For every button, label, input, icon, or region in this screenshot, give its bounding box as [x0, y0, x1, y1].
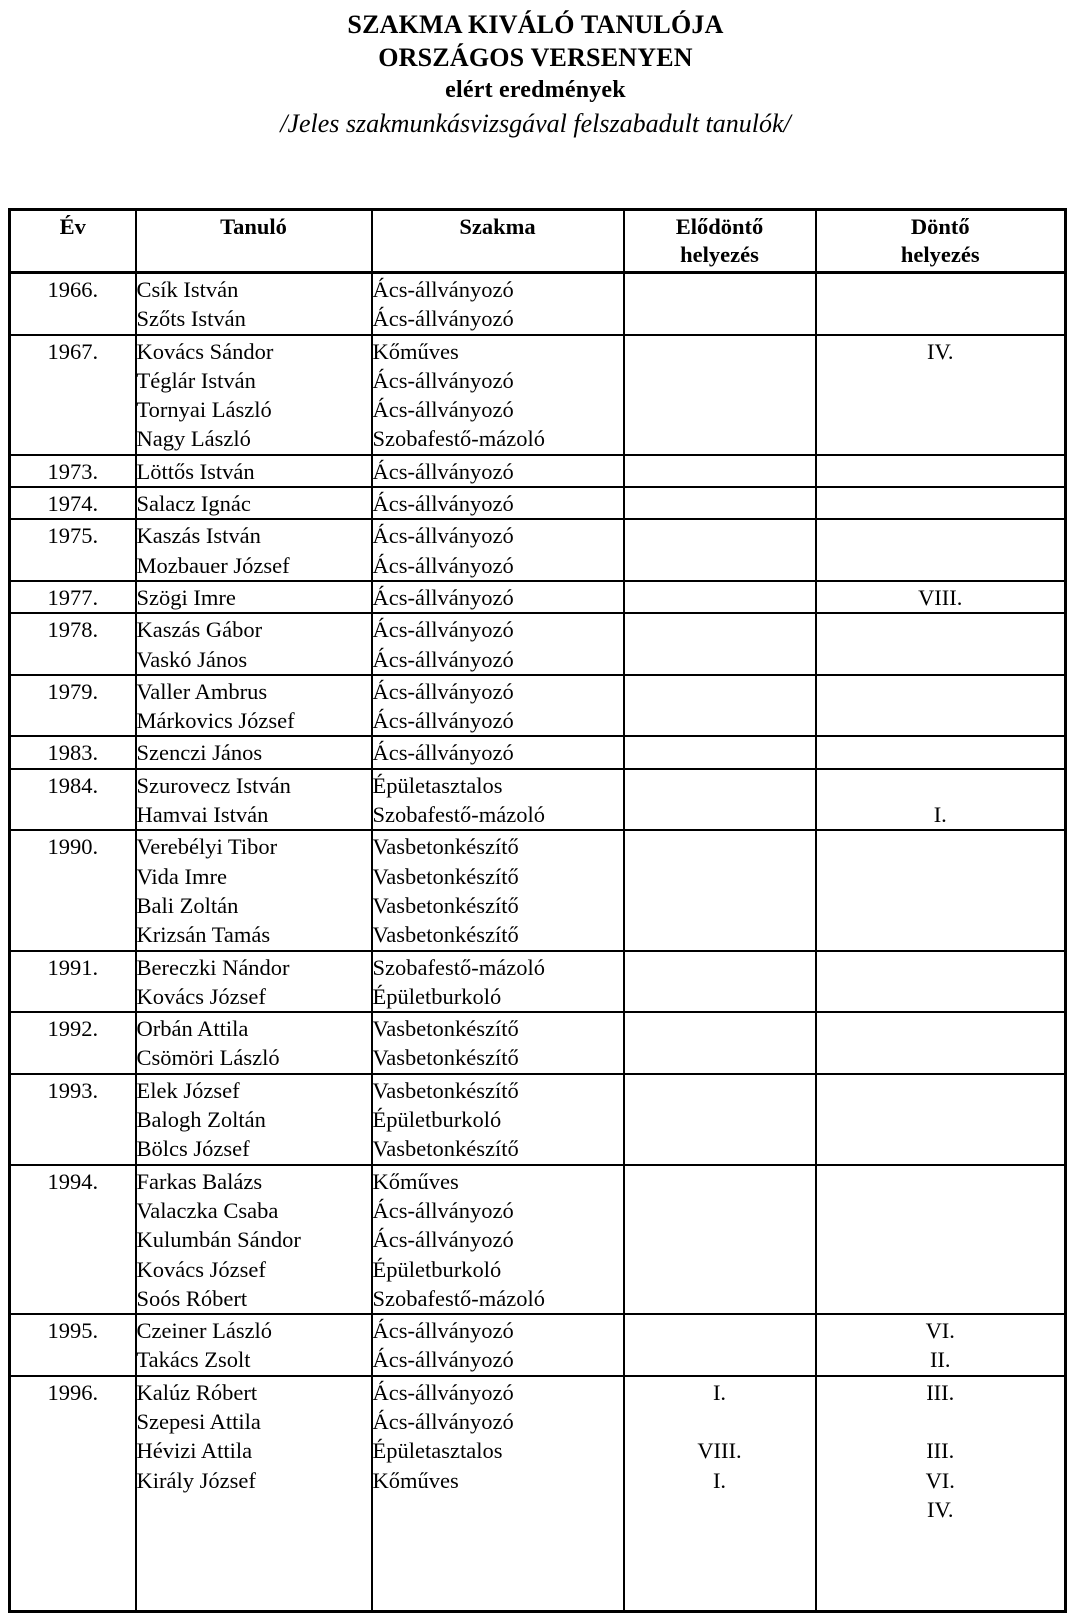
semifinal-cell: [624, 1074, 816, 1165]
final-cell: [816, 1012, 1066, 1074]
table-row: [10, 613, 1066, 675]
trade-name: Ács-állványozó: [372, 740, 514, 766]
year-value: 1979.: [47, 678, 99, 704]
trade-cell: [372, 273, 624, 335]
student-name: Salacz Ignác: [136, 491, 251, 517]
year-cell: [10, 1012, 136, 1074]
final-cell: [816, 613, 1066, 675]
final-cell: [816, 1314, 1066, 1376]
year-value: 1973.: [47, 458, 99, 484]
trade-name: Ács-állványozó: [372, 1347, 514, 1373]
trade-name: Ács-állványozó: [372, 1197, 514, 1223]
student-name: Bölcs József: [136, 1136, 250, 1162]
trade-name: Ács-állványozó: [372, 306, 514, 332]
final-placement: VI.: [925, 1318, 955, 1344]
student-name: Kaszás Gábor: [136, 617, 263, 643]
table-row: [10, 455, 1066, 487]
semifinal-cell: [624, 1314, 816, 1376]
semifinal-cell: [624, 736, 816, 768]
final-cell: [816, 519, 1066, 581]
student-name: Szenczi János: [136, 740, 263, 766]
student-cell: [136, 519, 372, 581]
trade-name: Vasbetonkészítő: [372, 1016, 519, 1042]
student-name: Valaczka Csaba: [136, 1197, 279, 1223]
trade-cell: [372, 675, 624, 737]
final-placement: III.: [926, 1379, 955, 1405]
semifinal-cell: [624, 335, 816, 455]
column-header-final: Döntő helyezés: [816, 210, 1066, 273]
year-cell: [10, 675, 136, 737]
student-name: Vaskó János: [136, 646, 248, 672]
student-name: Kulumbán Sándor: [136, 1227, 301, 1253]
student-name: Takács Zsolt: [136, 1347, 251, 1373]
semifinal-cell: [624, 1012, 816, 1074]
trade-name: Kőműves: [372, 1168, 459, 1194]
semifinal-cell: [624, 675, 816, 737]
table-row: [10, 769, 1066, 831]
final-cell: [816, 1376, 1066, 1612]
trade-name: Vasbetonkészítő: [372, 1136, 519, 1162]
final-cell: [816, 1165, 1066, 1314]
year-cell: [10, 951, 136, 1013]
trade-cell: [372, 335, 624, 455]
year-value: 1977.: [47, 584, 99, 610]
trade-name: Ács-állványozó: [372, 491, 514, 517]
trade-cell: [372, 487, 624, 519]
year-value: 1992.: [47, 1016, 99, 1042]
year-value: 1975.: [47, 523, 99, 549]
trade-cell: [372, 1314, 624, 1376]
trade-name: Ács-állványozó: [372, 1227, 514, 1253]
final-placement: IV.: [927, 338, 954, 364]
final-cell: [816, 581, 1066, 613]
student-name: Bereczki Nándor: [136, 954, 290, 980]
student-cell: [136, 951, 372, 1013]
trade-cell: [372, 1074, 624, 1165]
final-cell: [816, 736, 1066, 768]
year-value: 1994.: [47, 1168, 99, 1194]
year-value: 1996.: [47, 1379, 99, 1405]
table-row: [10, 1012, 1066, 1074]
table-row: [10, 1314, 1066, 1376]
trade-name: Kőműves: [372, 1467, 459, 1493]
final-cell: [816, 951, 1066, 1013]
trade-name: Ács-állványozó: [372, 617, 514, 643]
student-name: Kaszás István: [136, 523, 261, 549]
year-cell: [10, 769, 136, 831]
year-value: 1984.: [47, 772, 99, 798]
semifinal-cell: [624, 951, 816, 1013]
semifinal-placement: [625, 1407, 815, 1436]
semifinal-placement: VIII.: [697, 1438, 742, 1464]
final-cell: [816, 487, 1066, 519]
table-row: [10, 1074, 1066, 1165]
trade-name: Szobafestő-mázoló: [372, 954, 545, 980]
trade-name: Vasbetonkészítő: [372, 922, 519, 948]
student-name: Nagy László: [136, 426, 251, 452]
final-placement: IV.: [927, 1496, 954, 1522]
semifinal-cell: [624, 769, 816, 831]
final-placement: VIII.: [918, 584, 963, 610]
student-name: Szőts István: [136, 306, 246, 332]
trade-name: Vasbetonkészítő: [372, 1045, 519, 1071]
final-placement: I.: [933, 802, 947, 828]
student-cell: [136, 1012, 372, 1074]
table-row: [10, 273, 1066, 335]
trade-cell: [372, 519, 624, 581]
year-value: 1993.: [47, 1077, 99, 1103]
student-name: Csík István: [136, 277, 239, 302]
trade-name: Ács-állványozó: [372, 367, 514, 393]
trade-name: Ács-állványozó: [372, 458, 514, 484]
final-cell: [816, 769, 1066, 831]
trade-cell: [372, 613, 624, 675]
final-cell: [816, 830, 1066, 950]
student-name: Czeiner László: [136, 1318, 273, 1344]
table-row: [10, 581, 1066, 613]
student-name: Balogh Zoltán: [136, 1107, 266, 1133]
year-cell: [10, 335, 136, 455]
student-cell: [136, 335, 372, 455]
final-placement: III.: [926, 1438, 955, 1464]
student-name: Krizsán Tamás: [136, 922, 271, 948]
year-cell: [10, 455, 136, 487]
final-placement: II.: [929, 1347, 951, 1373]
trade-cell: [372, 951, 624, 1013]
student-cell: [136, 1165, 372, 1314]
year-value: 1974.: [47, 491, 99, 517]
trade-name: Épületburkoló: [372, 983, 502, 1009]
table-row: [10, 1165, 1066, 1314]
semifinal-cell: [624, 1376, 816, 1612]
trade-name: Ács-állványozó: [372, 1379, 514, 1405]
student-name: Király József: [136, 1467, 256, 1493]
trade-name: Ács-állványozó: [372, 523, 514, 549]
trade-name: Vasbetonkészítő: [372, 863, 519, 889]
student-name: Hamvai István: [136, 802, 269, 828]
semifinal-cell: [624, 830, 816, 950]
student-cell: [136, 487, 372, 519]
document-header: [0, 8, 1071, 140]
student-cell: [136, 675, 372, 737]
trade-name: Szobafestő-mázoló: [372, 802, 545, 828]
trade-name: Szobafestő-mázoló: [372, 1285, 545, 1311]
student-name: Szurovecz István: [136, 772, 291, 798]
final-cell: [816, 1074, 1066, 1165]
student-name: Vida Imre: [136, 863, 227, 889]
semifinal-placement: I.: [712, 1379, 727, 1405]
title-line-2: ORSZÁGOS VERSENYEN: [378, 43, 693, 72]
column-header-trade: Szakma: [372, 210, 624, 273]
trade-cell: [372, 1376, 624, 1612]
semifinal-cell: [624, 455, 816, 487]
year-cell: [10, 1074, 136, 1165]
trade-cell: [372, 455, 624, 487]
student-name: Tornyai László: [136, 397, 272, 423]
trade-cell: [372, 1012, 624, 1074]
year-value: 1991.: [47, 954, 99, 980]
year-cell: [10, 487, 136, 519]
table-row: [10, 1376, 1066, 1612]
year-value: 1966.: [47, 277, 99, 302]
student-name: Valler Ambrus: [136, 678, 268, 704]
student-name: Farkas Balázs: [136, 1168, 263, 1194]
trade-name: Épületasztalos: [372, 1438, 503, 1464]
title-line-3: elért eredmények: [445, 77, 626, 103]
student-cell: [136, 1376, 372, 1612]
trade-name: Ács-állványozó: [372, 552, 514, 578]
table-row: [10, 675, 1066, 737]
student-cell: [136, 1074, 372, 1165]
column-header-semifinal: Elődöntő helyezés: [624, 210, 816, 273]
student-name: Bali Zoltán: [136, 892, 239, 918]
year-cell: [10, 736, 136, 768]
student-cell: [136, 736, 372, 768]
student-name: Mozbauer József: [136, 552, 290, 578]
student-cell: [136, 830, 372, 950]
semifinal-cell: [624, 581, 816, 613]
column-header-year: Év: [10, 210, 136, 273]
student-name: Kovács Sándor: [136, 338, 274, 364]
student-name: Kovács József: [136, 983, 266, 1009]
year-value: 1967.: [47, 338, 99, 364]
trade-name: Ács-állványozó: [372, 678, 514, 704]
table-row: [10, 830, 1066, 950]
trade-cell: [372, 769, 624, 831]
student-cell: [136, 455, 372, 487]
student-name: Verebélyi Tibor: [136, 834, 278, 860]
year-value: 1990.: [47, 834, 99, 860]
title-line-1: SZAKMA KIVÁLÓ TANULÓJA: [347, 10, 724, 39]
results-table: [8, 208, 1067, 1613]
trade-name: Ács-állványozó: [372, 584, 514, 610]
semifinal-cell: [624, 519, 816, 581]
trade-name: Ács-állványozó: [372, 277, 514, 302]
trade-name: Épületasztalos: [372, 772, 503, 798]
student-name: Csömöri László: [136, 1045, 280, 1071]
year-cell: [10, 1165, 136, 1314]
semifinal-cell: [624, 613, 816, 675]
trade-name: Épületburkoló: [372, 1107, 502, 1133]
results-body: [10, 273, 1066, 1612]
student-name: Téglár István: [136, 367, 256, 393]
trade-name: Vasbetonkészítő: [372, 1077, 519, 1103]
student-name: Löttős István: [136, 458, 255, 484]
final-placement: [817, 1407, 1065, 1436]
trade-name: Ács-állványozó: [372, 1318, 514, 1344]
student-cell: [136, 581, 372, 613]
trade-cell: [372, 736, 624, 768]
semifinal-cell: [624, 487, 816, 519]
trade-cell: [372, 830, 624, 950]
table-row: [10, 519, 1066, 581]
semifinal-cell: [624, 1165, 816, 1314]
trade-name: Ács-állványozó: [372, 646, 514, 672]
student-cell: [136, 273, 372, 335]
trade-name: Ács-állványozó: [372, 397, 514, 423]
final-placement: VI.: [925, 1467, 955, 1493]
student-name: Szögi Imre: [136, 584, 236, 610]
table-header-row: [10, 210, 1066, 273]
student-name: Márkovics József: [136, 708, 295, 734]
student-name: Hévizi Attila: [136, 1438, 253, 1464]
student-name: Soós Róbert: [136, 1285, 248, 1311]
final-cell: [816, 455, 1066, 487]
trade-name: Ács-állványozó: [372, 708, 514, 734]
student-cell: [136, 1314, 372, 1376]
student-cell: [136, 613, 372, 675]
trade-name: Épületburkoló: [372, 1256, 502, 1282]
year-cell: [10, 519, 136, 581]
year-value: 1995.: [47, 1318, 99, 1344]
semifinal-cell: [624, 273, 816, 335]
trade-cell: [372, 581, 624, 613]
student-name: Kovács József: [136, 1256, 266, 1282]
final-placement: [817, 771, 1065, 800]
subtitle: /Jeles szakmunkásvizsgával felszabadult tanulók/: [280, 109, 791, 138]
column-header-student: Tanuló: [136, 210, 372, 273]
trade-cell: [372, 1165, 624, 1314]
trade-name: Vasbetonkészítő: [372, 892, 519, 918]
final-cell: [816, 675, 1066, 737]
trade-name: Ács-állványozó: [372, 1408, 514, 1434]
year-value: 1983.: [47, 740, 99, 766]
final-cell: [816, 273, 1066, 335]
year-cell: [10, 830, 136, 950]
year-cell: [10, 1314, 136, 1376]
final-cell: [816, 335, 1066, 455]
trade-name: Kőműves: [372, 338, 459, 364]
student-name: Orbán Attila: [136, 1016, 249, 1042]
table-row: [10, 335, 1066, 455]
trade-name: Vasbetonkészítő: [372, 834, 519, 860]
table-row: [10, 736, 1066, 768]
student-name: Elek József: [136, 1077, 240, 1103]
trade-name: Szobafestő-mázoló: [372, 426, 545, 452]
student-cell: [136, 769, 372, 831]
table-row: [10, 951, 1066, 1013]
year-cell: [10, 273, 136, 335]
semifinal-placement: I.: [712, 1467, 727, 1493]
year-cell: [10, 1376, 136, 1612]
year-value: 1978.: [47, 617, 99, 643]
student-name: Szepesi Attila: [136, 1408, 261, 1434]
student-name: Kalúz Róbert: [136, 1379, 258, 1405]
year-cell: [10, 613, 136, 675]
year-cell: [10, 581, 136, 613]
table-row: [10, 487, 1066, 519]
